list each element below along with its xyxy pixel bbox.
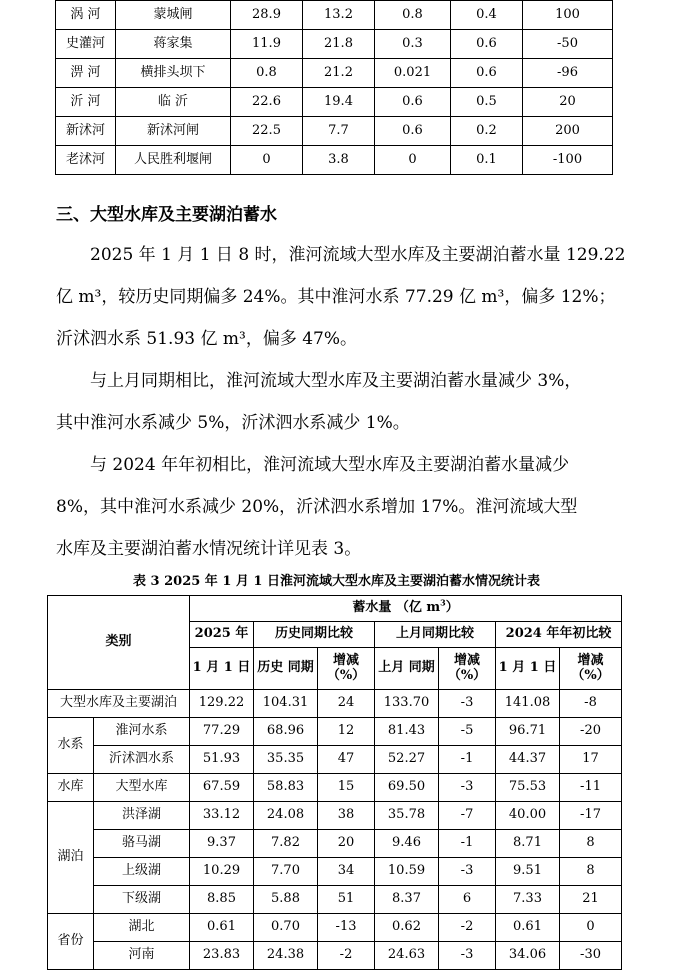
table-cell: 蒋家集 [116, 30, 231, 59]
table-cell: -100 [523, 146, 613, 175]
table-cell: 0 [560, 914, 622, 942]
table-cell: 0.8 [375, 1, 451, 30]
table-row [48, 942, 622, 970]
table-cell: 0 [231, 146, 303, 175]
table-cell: -17 [560, 802, 622, 830]
text-line: 亿 m³，较历史同期偏多 24%。其中淮河水系 77.29 亿 m³，偏多 12%； [56, 287, 616, 307]
table-cell: 9.46 [375, 830, 439, 858]
table-cell: -1 [439, 830, 496, 858]
table-cell: -2 [318, 942, 375, 970]
table-cell: 52.27 [375, 746, 439, 774]
table-cell: 12 [318, 718, 375, 746]
table-cell: 5.88 [254, 886, 318, 914]
table-cell: 0.2 [451, 117, 523, 146]
subheader-jan1: 1 月 1 日 [190, 648, 254, 690]
table-cell: -96 [523, 59, 613, 88]
table-cell: -7 [439, 802, 496, 830]
table-cell: 24 [318, 690, 375, 718]
table-cell: 20 [523, 88, 613, 117]
table-cell: 8.85 [190, 886, 254, 914]
row-label: 河南 [94, 942, 190, 970]
text-line: 2025 年 1 月 1 日 8 时，淮河流域大型水库及主要湖泊蓄水量 129.22 [90, 245, 626, 265]
table-cell: 新沭河 [56, 117, 116, 146]
table-cell: 75.53 [496, 774, 560, 802]
subheader-jan1: 1 月 1 日 [496, 648, 560, 690]
table-cell: 0.021 [375, 59, 451, 88]
table-row [48, 914, 622, 942]
table-cell: 67.59 [190, 774, 254, 802]
table-row [48, 718, 622, 746]
table-row [56, 30, 613, 59]
table-cell: 0.61 [496, 914, 560, 942]
table-cell: 10.59 [375, 858, 439, 886]
table-cell: 28.9 [231, 1, 303, 30]
table-cell: 77.29 [190, 718, 254, 746]
table-cell: 0.5 [451, 88, 523, 117]
table-cell: -30 [560, 942, 622, 970]
storage-table-body [48, 596, 622, 970]
table-cell: 0.6 [451, 59, 523, 88]
table-cell: 0.8 [231, 59, 303, 88]
header-historical: 历史同期比较 [254, 622, 375, 648]
table-cell: 11.9 [231, 30, 303, 59]
text-line: 其中淮河水系减少 5%，沂沭泗水系减少 1%。 [56, 413, 410, 433]
row-label: 洪泽湖 [94, 802, 190, 830]
table-row [48, 886, 622, 914]
text-line: 沂沭泗水系 51.93 亿 m³，偏多 47%。 [56, 329, 358, 349]
table-cell: -3 [439, 774, 496, 802]
table-cell: 69.50 [375, 774, 439, 802]
table-row [48, 774, 622, 802]
table-cell: 21.2 [303, 59, 375, 88]
row-label: 大型水库 [94, 774, 190, 802]
table-cell: 0 [375, 146, 451, 175]
table-cell: 0.70 [254, 914, 318, 942]
subheader-change: 增减 （%） [318, 648, 375, 690]
table-cell: -13 [318, 914, 375, 942]
group-label: 水库 [48, 774, 94, 802]
table-cell: 22.6 [231, 88, 303, 117]
table-cell: -3 [439, 858, 496, 886]
table-cell: -50 [523, 30, 613, 59]
text-line: 8%，其中淮河水系减少 20%，沂沭泗水系增加 17%。淮河流域大型 [56, 497, 578, 517]
table-cell: 涡 河 [56, 1, 116, 30]
table-cell: 58.83 [254, 774, 318, 802]
table-cell: 史灌河 [56, 30, 116, 59]
table-cell: 横排头坝下 [116, 59, 231, 88]
table-cell: 3.8 [303, 146, 375, 175]
table-cell: 0.3 [375, 30, 451, 59]
table-cell: 0.4 [451, 1, 523, 30]
table-cell: 8 [560, 858, 622, 886]
table-row [56, 88, 613, 117]
table-cell: 21.8 [303, 30, 375, 59]
header-storage-prefix: 蓄水量 （亿 m [352, 600, 441, 616]
table-cell: 10.29 [190, 858, 254, 886]
table-cell: -1 [439, 746, 496, 774]
table-cell: 15 [318, 774, 375, 802]
table-row [56, 117, 613, 146]
table-row [56, 59, 613, 88]
table-cell: 7.70 [254, 858, 318, 886]
table-cell: -2 [439, 914, 496, 942]
table-cell: 淠 河 [56, 59, 116, 88]
table-cell: -8 [560, 690, 622, 718]
header-2024: 2024 年年初比较 [496, 622, 622, 648]
table-cell: 17 [560, 746, 622, 774]
river-flow-table [55, 0, 613, 175]
table-cell: 6 [439, 886, 496, 914]
table-cell: 129.22 [190, 690, 254, 718]
table-cell: 8.37 [375, 886, 439, 914]
group-label: 省份 [48, 914, 94, 970]
row-label: 湖北 [94, 914, 190, 942]
table-cell: 34.06 [496, 942, 560, 970]
row-label: 骆马湖 [94, 830, 190, 858]
table-cell: 44.37 [496, 746, 560, 774]
row-label: 淮河水系 [94, 718, 190, 746]
table-cell: 人民胜利堰闸 [116, 146, 231, 175]
table-cell: 蒙城闸 [116, 1, 231, 30]
table-cell: 141.08 [496, 690, 560, 718]
table-cell: 24.38 [254, 942, 318, 970]
table-cell: -5 [439, 718, 496, 746]
table-cell: 0.6 [375, 88, 451, 117]
table-cell: 68.96 [254, 718, 318, 746]
table-cell: 0.61 [190, 914, 254, 942]
table-cell: 200 [523, 117, 613, 146]
table-cell: 8.71 [496, 830, 560, 858]
table-cell: 新沭河闸 [116, 117, 231, 146]
subheader-last-month: 上月 同期 [375, 648, 439, 690]
paragraph-month-comparison [56, 360, 616, 444]
table-cell: 0.62 [375, 914, 439, 942]
table-row [48, 802, 622, 830]
table-cell: 0.6 [375, 117, 451, 146]
table-cell: 104.31 [254, 690, 318, 718]
subheader-hist: 历史 同期 [254, 648, 318, 690]
table-cell: 81.43 [375, 718, 439, 746]
table-cell: 51.93 [190, 746, 254, 774]
text-line: 与 2024 年年初相比，淮河流域大型水库及主要湖泊蓄水量减少 [90, 455, 570, 475]
text-line: 水库及主要湖泊蓄水情况统计详见表 3。 [56, 539, 362, 559]
table-cell: 沂 河 [56, 88, 116, 117]
table-cell: -20 [560, 718, 622, 746]
table-cell: 96.71 [496, 718, 560, 746]
table-cell: 临 沂 [116, 88, 231, 117]
header-category: 类别 [48, 596, 190, 690]
table-cell: 0.6 [451, 30, 523, 59]
table-row [48, 690, 622, 718]
table-cell: 老沭河 [56, 146, 116, 175]
subheader-change: 增减 （%） [560, 648, 622, 690]
table-cell: 133.70 [375, 690, 439, 718]
row-label: 下级湖 [94, 886, 190, 914]
table-cell: 47 [318, 746, 375, 774]
table-cell: 19.4 [303, 88, 375, 117]
table-cell: 34 [318, 858, 375, 886]
row-label: 上级湖 [94, 858, 190, 886]
table-cell: 35.78 [375, 802, 439, 830]
header-storage [190, 596, 622, 622]
table-cell: 8 [560, 830, 622, 858]
table-cell: 24.08 [254, 802, 318, 830]
group-label: 湖泊 [48, 802, 94, 914]
paragraph-storage-summary [56, 234, 626, 360]
group-label: 水系 [48, 718, 94, 774]
table-cell: 33.12 [190, 802, 254, 830]
table-cell: 9.51 [496, 858, 560, 886]
table-row [48, 830, 622, 858]
table-cell: 23.83 [190, 942, 254, 970]
text-line: 与上月同期相比，淮河流域大型水库及主要湖泊蓄水量减少 3%， [90, 371, 582, 391]
table-cell: 9.37 [190, 830, 254, 858]
table-cell: 7.33 [496, 886, 560, 914]
table-cell: 13.2 [303, 1, 375, 30]
table-cell: 24.63 [375, 942, 439, 970]
table-cell: 22.5 [231, 117, 303, 146]
table-cell: -3 [439, 690, 496, 718]
table-row [48, 858, 622, 886]
table-cell: 7.82 [254, 830, 318, 858]
table-caption: 表 3 2025 年 1 月 1 日淮河流域大型水库及主要湖泊蓄水情况统计表 [133, 574, 540, 589]
table-row [48, 746, 622, 774]
table-cell: 20 [318, 830, 375, 858]
table-cell: 0.1 [451, 146, 523, 175]
row-label: 大型水库及主要湖泊 [48, 690, 190, 718]
table-cell: 51 [318, 886, 375, 914]
table-cell: -11 [560, 774, 622, 802]
header-storage-sup: 3 [440, 598, 446, 609]
paragraph-year-comparison [56, 444, 616, 570]
table-cell: 40.00 [496, 802, 560, 830]
table-cell: -3 [439, 942, 496, 970]
subheader-change: 增减 （%） [439, 648, 496, 690]
storage-table [47, 595, 622, 970]
river-flow-table-body [56, 1, 613, 175]
table-cell: 100 [523, 1, 613, 30]
table-row [56, 146, 613, 175]
header-storage-suffix: ） [445, 600, 459, 616]
table-row [56, 1, 613, 30]
table-cell: 7.7 [303, 117, 375, 146]
header-2025: 2025 年 [190, 622, 254, 648]
table-cell: 21 [560, 886, 622, 914]
row-label: 沂沭泗水系 [94, 746, 190, 774]
table-cell: 35.35 [254, 746, 318, 774]
section-heading: 三、大型水库及主要湖泊蓄水 [56, 205, 277, 225]
header-last-month: 上月同期比较 [375, 622, 496, 648]
table-cell: 38 [318, 802, 375, 830]
